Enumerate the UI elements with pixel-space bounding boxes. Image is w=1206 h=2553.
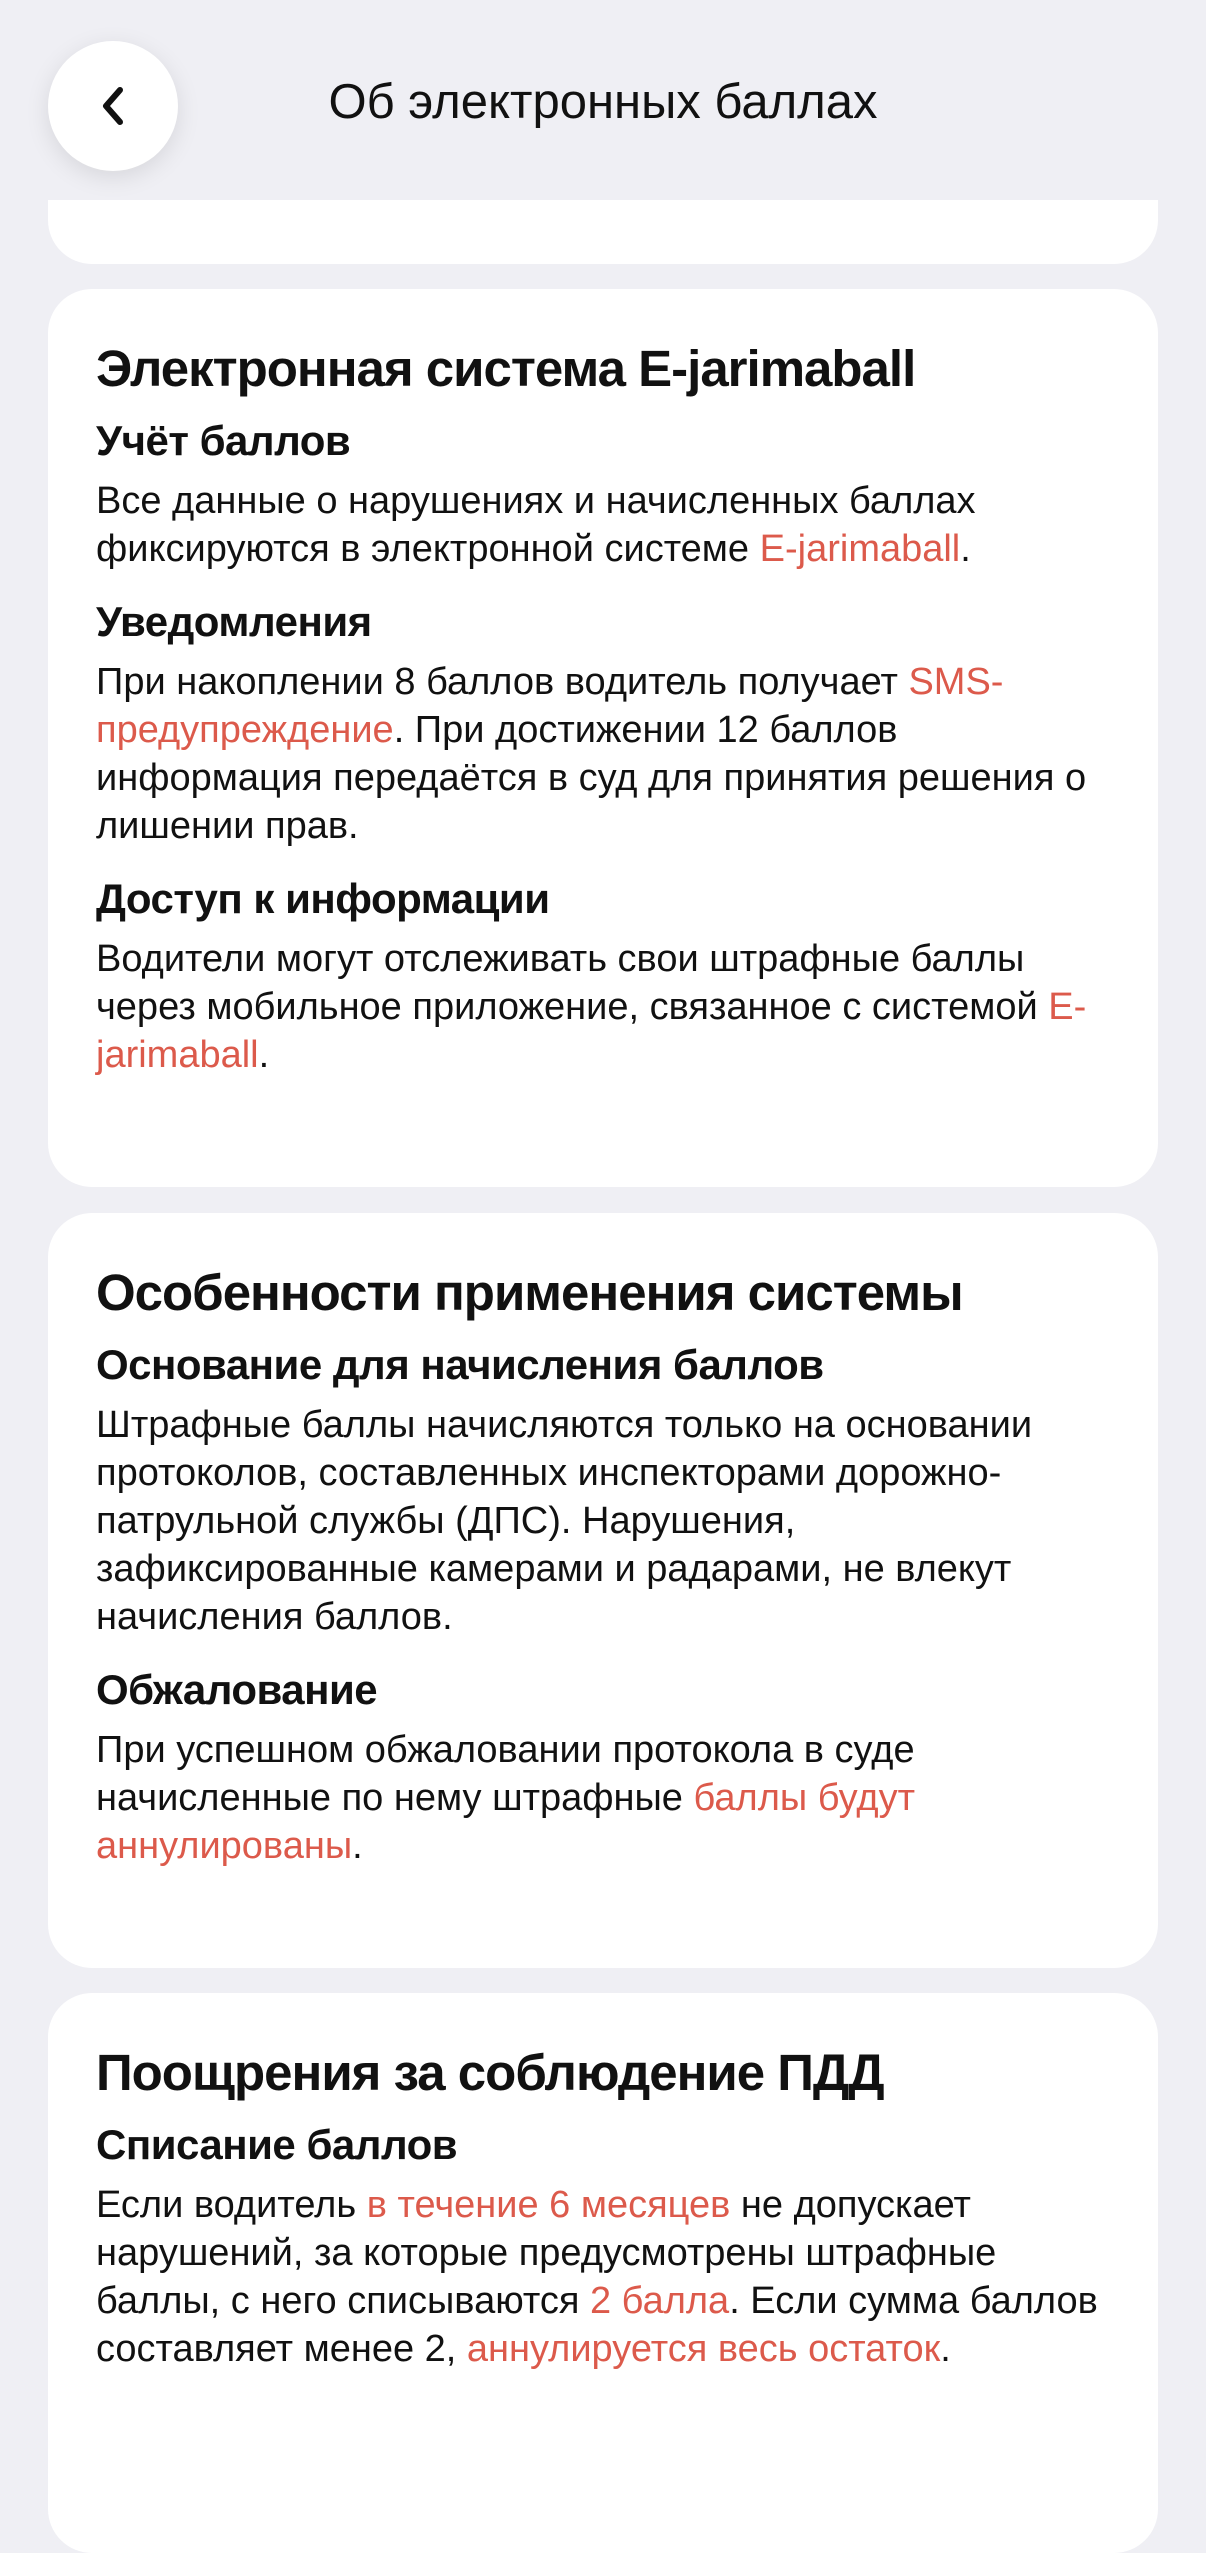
highlight-text: E-jarimaball (759, 528, 961, 571)
text-part: Штрафные баллы начисляются только на основании протоколов, составленных инспекторами дорожно-патрульной службы (ДПС). Нарушения, зафиксированные камерами и радарами, не влекут начисления баллов. (96, 1404, 1033, 1639)
section-text (96, 1726, 1110, 1870)
text-part: Все данные о нарушениях и начисленных баллах фиксируются в электронной системе (96, 480, 976, 571)
card-title: Поощрения за соблюдение ПДД (96, 2044, 884, 2101)
section-title: Доступ к информации (96, 874, 550, 922)
text-part: При накоплении 8 баллов водитель получает (96, 660, 909, 703)
section-title: Списание баллов (96, 2121, 458, 2169)
section-title: Уведомления (96, 598, 372, 646)
card-title: Электронная система E-jarimaball (96, 340, 916, 397)
highlight-text: E-jarimaball (96, 985, 1087, 1076)
section-text (96, 477, 1110, 573)
section-title: Учёт баллов (96, 417, 351, 465)
card-system-features (48, 1213, 1158, 1968)
page-title: Об электронных баллах (328, 75, 878, 129)
section-text (96, 935, 1110, 1079)
highlight-text: баллы будут аннулированы (96, 1776, 915, 1867)
text-part: . (940, 2328, 951, 2371)
section-text (96, 2181, 1110, 2373)
text-part: Водители могут отслеживать свои штрафные баллы через мобильное приложение, связанное с системой (96, 937, 1049, 1028)
section-text (96, 1401, 1110, 1641)
text-part: . (352, 1824, 363, 1867)
text-part: Если водитель (96, 2184, 367, 2227)
text-part: . (258, 1033, 270, 1076)
header-bar (0, 0, 1206, 200)
highlight-text: в течение 6 месяцев (366, 2184, 731, 2227)
text-part: . При достижении 12 баллов информация передаётся в суд для принятия решения о лишении прав. (96, 708, 1087, 847)
highlight-text: SMS-предупреждение (96, 660, 1004, 751)
section-text (96, 658, 1110, 850)
text-part: При успешном обжаловании протокола в суде начисленные по нему штрафные (96, 1728, 915, 1819)
section-title: Обжалование (96, 1666, 378, 1714)
highlight-text: 2 балла (589, 2280, 730, 2323)
card-e-jarimaball-system (48, 289, 1158, 1187)
section-title: Основание для начисления баллов (96, 1341, 824, 1389)
card-rewards (48, 1993, 1158, 2553)
highlight-text: аннулируется весь остаток (466, 2328, 941, 2371)
text-part: . (960, 528, 971, 571)
card-title: Особенности применения системы (96, 1264, 963, 1321)
text-part: . Если сумма баллов составляет менее 2, (96, 2280, 1098, 2371)
text-part: не допускает нарушений, за которые предусмотрены штрафные баллы, с него списываются (96, 2184, 997, 2323)
